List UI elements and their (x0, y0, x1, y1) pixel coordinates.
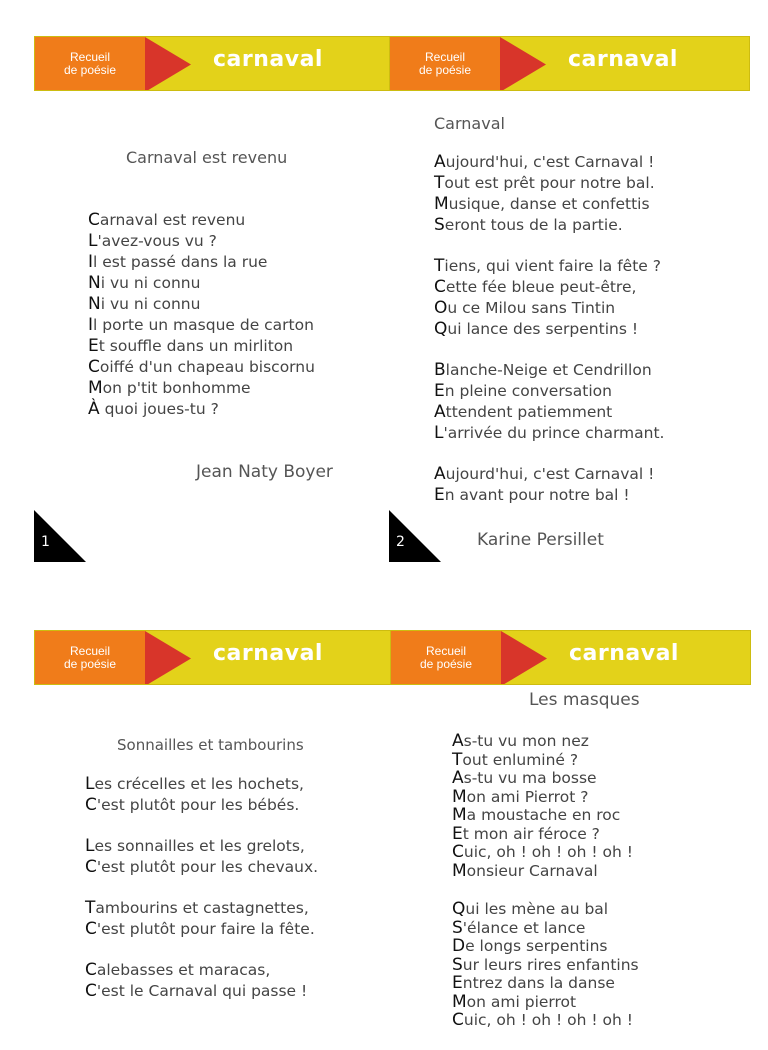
banner-title: carnaval (568, 47, 678, 72)
poem-line: Attendent patiemment (434, 402, 613, 422)
poem-body (88, 210, 315, 440)
banner-label: Recueil de poésie (63, 644, 117, 671)
poem-line: Ni vu ni connu (88, 273, 201, 293)
poem-line: L'arrivée du prince charmant. (434, 423, 665, 443)
poem-line: En avant pour notre bal ! (434, 485, 630, 505)
poem-line: Cuic, oh ! oh ! oh ! oh ! (452, 1010, 633, 1030)
banner-label: Recueil de poésie (419, 644, 473, 671)
poem-title: Carnaval (434, 114, 505, 133)
poem-line: Tiens, qui vient faire la fête ? (434, 256, 661, 276)
poem-stanza (434, 360, 664, 444)
poem-line: À quoi joues-tu ? (88, 399, 219, 419)
poem-line: Seront tous de la partie. (434, 215, 623, 235)
card-banner (34, 630, 395, 685)
card-banner (390, 630, 751, 685)
poem-line: C'est plutôt pour faire la fête. (85, 919, 315, 939)
poem-line: Coiffé d'un chapeau biscornu (88, 357, 315, 377)
poem-line: Aujourd'hui, c'est Carnaval ! (434, 464, 655, 484)
poem-line: Mon ami Pierrot ? (452, 786, 589, 807)
poem-stanza (85, 836, 318, 878)
poem-line: Ni vu ni connu (88, 294, 201, 314)
poem-line: Qui lance des serpentins ! (434, 319, 639, 339)
poem-line: As-tu vu ma bosse (452, 768, 597, 788)
poem-stanza (434, 152, 664, 236)
poem-line: Sur leurs rires enfantins (452, 954, 639, 975)
banner-label: Recueil de poésie (418, 50, 472, 77)
poem-body (85, 774, 318, 1022)
poem-line: Cette fée bleue peut-être, (434, 277, 637, 297)
poem-stanza (434, 464, 664, 506)
poem-card-2 (389, 36, 750, 596)
poem-line: Ou ce Milou sans Tintin (434, 298, 616, 318)
poem-line: Il est passé dans la rue (88, 252, 268, 272)
arrow-icon (501, 631, 547, 685)
arrow-icon (145, 631, 191, 685)
poem-card-1 (34, 36, 395, 596)
poem-title: Les masques (529, 690, 640, 710)
poem-author: Karine Persillet (477, 530, 604, 550)
poem-stanza (452, 900, 639, 1030)
poem-line: Calebasses et maracas, (85, 960, 271, 980)
poem-stanza (85, 960, 318, 1002)
banner-label: Recueil de poésie (63, 50, 117, 77)
poem-line: C'est plutôt pour les bébés. (85, 795, 300, 815)
poem-title: Carnaval est revenu (126, 148, 288, 167)
poem-line: Les crécelles et les hochets, (85, 774, 304, 794)
poem-stanza (88, 210, 315, 420)
page-number-marker (34, 510, 86, 562)
poem-line: Tout est prêt pour notre bal. (434, 173, 655, 193)
page-number: 1 (41, 534, 50, 550)
poem-stanza (452, 732, 639, 880)
poem-line: L'avez-vous vu ? (88, 231, 217, 251)
poem-line: Blanche-Neige et Cendrillon (434, 360, 652, 380)
banner-title: carnaval (569, 641, 679, 666)
poem-line: C'est le Carnaval qui passe ! (85, 981, 308, 1001)
poem-line: Mon ami pierrot (452, 991, 577, 1012)
poem-stanza (434, 256, 664, 340)
poem-line: Cuic, oh ! oh ! oh ! oh ! (452, 842, 633, 862)
poem-body (434, 152, 664, 526)
banner-title: carnaval (213, 47, 323, 72)
poem-line: Les sonnailles et les grelots, (85, 836, 305, 856)
poem-line: As-tu vu mon nez (452, 731, 589, 751)
page-number-marker (389, 510, 441, 562)
poem-line: En pleine conversation (434, 381, 612, 401)
poem-line: Qui les mène au bal (452, 899, 609, 919)
poem-line: Tout enluminé ? (452, 749, 579, 770)
poem-line: Tambourins et castagnettes, (85, 898, 309, 918)
page-number: 2 (396, 534, 405, 550)
poem-line: Et mon air féroce ? (452, 823, 600, 844)
poem-line: Ma moustache en roc (452, 805, 621, 825)
card-banner (34, 36, 395, 91)
poem-title: Sonnailles et tambourins (117, 736, 304, 754)
banner-title: carnaval (213, 641, 323, 666)
poem-line: Carnaval est revenu (88, 210, 246, 230)
poem-stanza (85, 774, 318, 816)
poem-line: Entrez dans la danse (452, 973, 615, 993)
poem-line: Et souffle dans un mirliton (88, 336, 294, 356)
poem-line: C'est plutôt pour les chevaux. (85, 857, 319, 877)
poem-card-4 (390, 630, 751, 1030)
arrow-icon (500, 37, 546, 91)
poem-body (452, 732, 639, 1050)
poem-line: Musique, danse et confettis (434, 194, 650, 214)
poem-line: S'élance et lance (452, 917, 586, 938)
poem-stanza (85, 898, 318, 940)
poem-line: Aujourd'hui, c'est Carnaval ! (434, 152, 655, 172)
card-banner (389, 36, 750, 91)
poem-line: Monsieur Carnaval (452, 860, 598, 881)
poem-line: De longs serpentins (452, 936, 608, 956)
arrow-icon (145, 37, 191, 91)
poem-line: Mon p'tit bonhomme (88, 378, 251, 398)
poem-card-3 (34, 630, 395, 1024)
poem-author: Jean Naty Boyer (196, 462, 333, 482)
poem-line: Il porte un masque de carton (88, 315, 314, 335)
